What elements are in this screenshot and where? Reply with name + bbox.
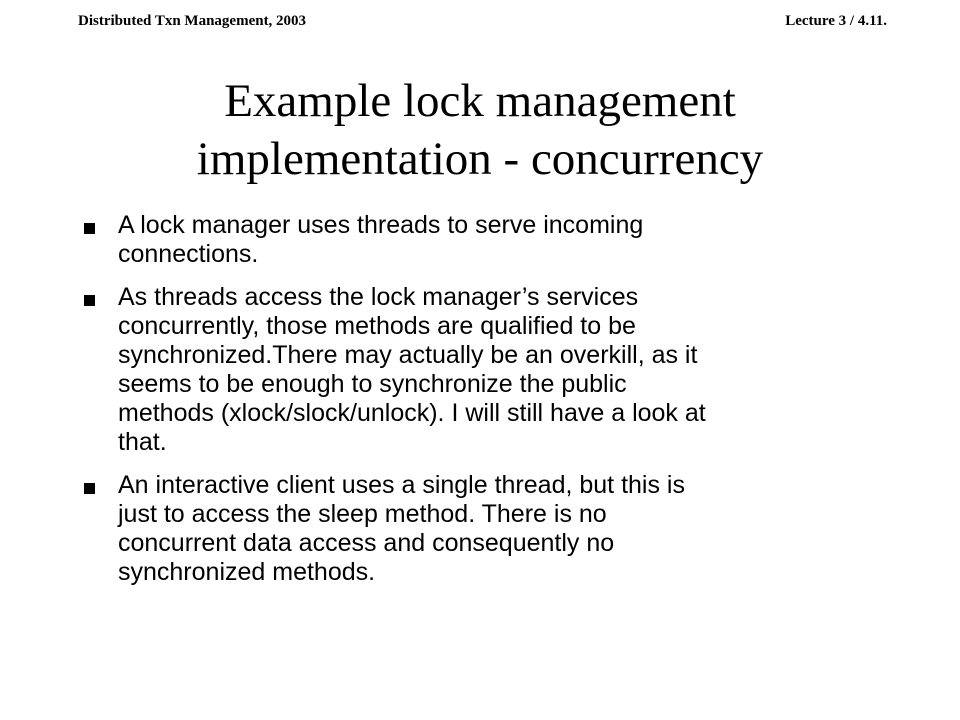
slide-title (0, 72, 960, 188)
bullet-text-line: A lock manager uses threads to serve incoming (118, 211, 644, 239)
square-bullet-icon (84, 223, 95, 234)
bullet-text-line: An interactive client uses a single thread, but this is (118, 471, 685, 499)
bullet-text-line: As threads access the lock manager’s services (118, 283, 639, 311)
bullet-text-line: concurrent data access and consequently no (118, 529, 615, 557)
bullet-text-line: synchronized methods. (118, 558, 376, 586)
slide-title-line: implementation - concurrency (196, 133, 764, 185)
bullet-text-line: seems to be enough to synchronize the public (118, 370, 627, 398)
bullet-text-line: just to access the sleep method. There is no (118, 500, 607, 528)
bullet-item (80, 471, 890, 587)
bullet-item (80, 211, 890, 269)
header-course-title: Distributed Txn Management, 2003 (78, 13, 307, 29)
square-bullet-icon (84, 295, 95, 306)
bullet-text-line: methods (xlock/slock/unlock). I will still have a look at (118, 399, 706, 427)
bullet-list (80, 211, 890, 601)
bullet-text-line: connections. (118, 240, 259, 268)
bullet-text-line: that. (118, 428, 167, 456)
square-bullet-icon (84, 483, 95, 494)
bullet-text-line: concurrently, those methods are qualified to be (118, 312, 636, 340)
slide-title-line: Example lock management (224, 75, 736, 127)
header-lecture-number: Lecture 3 / 4.11. (785, 13, 887, 29)
bullet-text-line: synchronized.There may actually be an overkill, as it (118, 341, 698, 369)
bullet-item (80, 283, 890, 457)
